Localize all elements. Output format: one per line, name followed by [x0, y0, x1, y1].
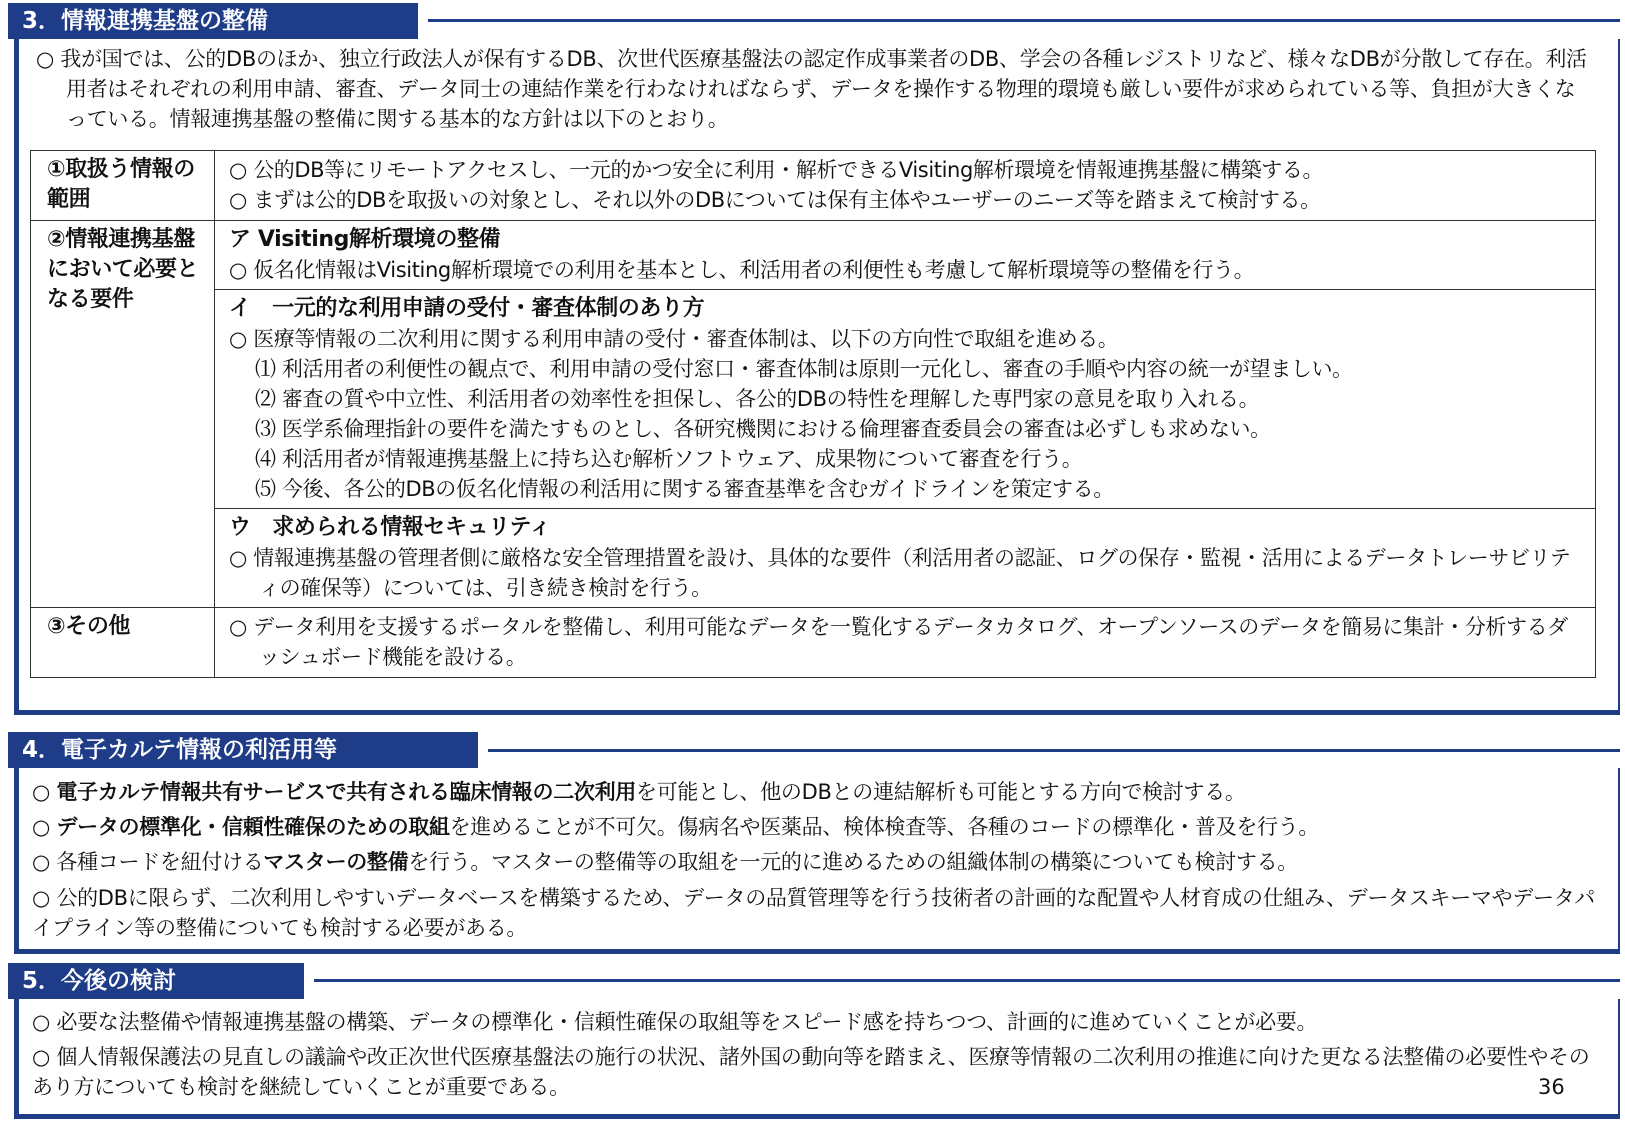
block-b-item-2: ⑵ 審査の質や中立性、利活用者の効率性を担保し、各公的DBの特性を理解した専門家の意見を取り入れる。: [255, 387, 1260, 411]
requirements-table: [30, 150, 1596, 678]
block-b-item-5: ⑸ 今後、各公的DBの仮名化情報の利活用に関する審査基準を含むガイドラインを策定する。: [255, 477, 1114, 501]
block-b-item-1: ⑴ 利活用者の利便性の観点で、利用申請の受付窓口・審査体制は原則一元化し、審査の手順や内容の統一が望ましい。: [255, 357, 1353, 381]
section4-heading-rule: [488, 749, 1620, 752]
section5-heading: 5．今後の検討: [8, 963, 304, 999]
row-requirements-a: [31, 221, 1596, 290]
section4-heading: 4．電子カルテ情報の利活用等: [8, 732, 478, 768]
row-label-scope: ①取扱う情報の範囲: [31, 151, 215, 221]
section4-item-1: ○ 電子カルテ情報共有サービスで共有される臨床情報の二次利用を可能とし、他のDBとの連結解析も可能とする方向で検討する。: [32, 780, 1246, 804]
block-b-line: ○ 医療等情報の二次利用に関する利用申請の受付・審査体制は、以下の方向性で取組を進める。: [229, 327, 1119, 351]
page-number: 36: [1538, 1075, 1565, 1099]
section5-heading-rule: [314, 979, 1620, 982]
other-line: ○ データ利用を支援するポータルを整備し、利用可能なデータを一覧化するデータカタログ、オープンソースのデータを簡易に集計・分析するダッシュボード機能を設ける。: [229, 615, 1568, 669]
block-a-line: ○ 仮名化情報はVisiting解析環境での利用を基本とし、利活用者の利便性も考慮して解析環境等の整備を行う。: [229, 258, 1255, 282]
row-other: [31, 608, 1596, 678]
scope-line-2: ○ まずは公的DBを取扱いの対象とし、それ以外のDBについては保有主体やユーザーのニーズ等を踏まえて検討する。: [229, 188, 1321, 212]
block-a-title: ア Visiting解析環境の整備: [229, 227, 501, 252]
row-label-requirements: ②情報連携基盤において必要となる要件: [31, 221, 215, 608]
block-b-title: イ 一元的な利用申請の受付・審査体制のあり方: [229, 296, 705, 321]
block-a: [215, 221, 1596, 290]
row-label-other: ③その他: [31, 608, 215, 678]
row-requirements-c: [31, 509, 1596, 608]
block-c-title: ウ 求められる情報セキュリティ: [229, 515, 551, 540]
section5-item-2: ○ 個人情報保護法の見直しの議論や改正次世代医療基盤法の施行の状況、諸外国の動向等を踏まえ、医療等情報の二次利用の推進に向けた更なる法整備の必要性やそのあり方についても検討を継続していくことが重要である。: [32, 1045, 1590, 1099]
section4-list: [32, 775, 1608, 943]
row-content-scope: [215, 151, 1596, 221]
scope-line-1: ○ 公的DB等にリモートアクセスし、一元的かつ安全に利用・解析できるVisiting解析環境を情報連携基盤に構築する。: [229, 158, 1324, 182]
section3-intro: ○ 我が国では、公的DBのほか、独立行政法人が保有するDB、次世代医療基盤法の認定作成事業者のDB、学会の各種レジストリなど、様々なDBが分散して存在。利活用者はそれぞれの利用申請、審査、データ同士の連結作業を行わなければならず、データを操作する物理的環境も厳しい要件が求められている等、負担が大きくなっている。情報連携基盤の整備に関する基本的な方針は以下のとおり。: [36, 47, 1587, 131]
row-scope: [31, 151, 1596, 221]
section3-heading: 3．情報連携基盤の整備: [8, 3, 418, 39]
block-b-item-4: ⑷ 利活用者が情報連携基盤上に持ち込む解析ソフトウェア、成果物について審査を行う。: [255, 447, 1083, 471]
section5-list: [32, 1007, 1592, 1102]
row-content-other: [215, 608, 1596, 678]
block-b: [215, 290, 1596, 509]
section4-item-3: ○ 各種コードを紐付けるマスターの整備を行う。マスターの整備等の取組を一元的に進めるための組織体制の構築についても検討する。: [32, 850, 1298, 874]
section3-heading-rule: [428, 19, 1620, 22]
block-c: [215, 509, 1596, 608]
block-b-item-3: ⑶ 医学系倫理指針の要件を満たすものとし、各研究機関における倫理審査委員会の審査は必ずしも求めない。: [255, 417, 1271, 441]
block-c-line: ○ 情報連携基盤の管理者側に厳格な安全管理措置を設け、具体的な要件（利活用者の認証、ログの保存・監視・活用によるデータトレーサビリティの確保等）については、引き続き検討を行う。: [229, 546, 1571, 600]
section4-item-4: ○ 公的DBに限らず、二次利用しやすいデータベースを構築するため、データの品質管理等を行う技術者の計画的な配置や人材育成の仕組み、データスキーマやデータパイプライン等の整備についても検討する必要がある。: [32, 886, 1595, 940]
section5-item-1: ○ 必要な法整備や情報連携基盤の構築、データの標準化・信頼性確保の取組等をスピード感を持ちつつ、計画的に進めていくことが必要。: [32, 1010, 1318, 1034]
section4-item-2: ○ データの標準化・信頼性確保のための取組を進めることが不可欠。傷病名や医薬品、検体検査等、各種のコードの標準化・普及を行う。: [32, 815, 1320, 839]
row-requirements-b: [31, 290, 1596, 509]
